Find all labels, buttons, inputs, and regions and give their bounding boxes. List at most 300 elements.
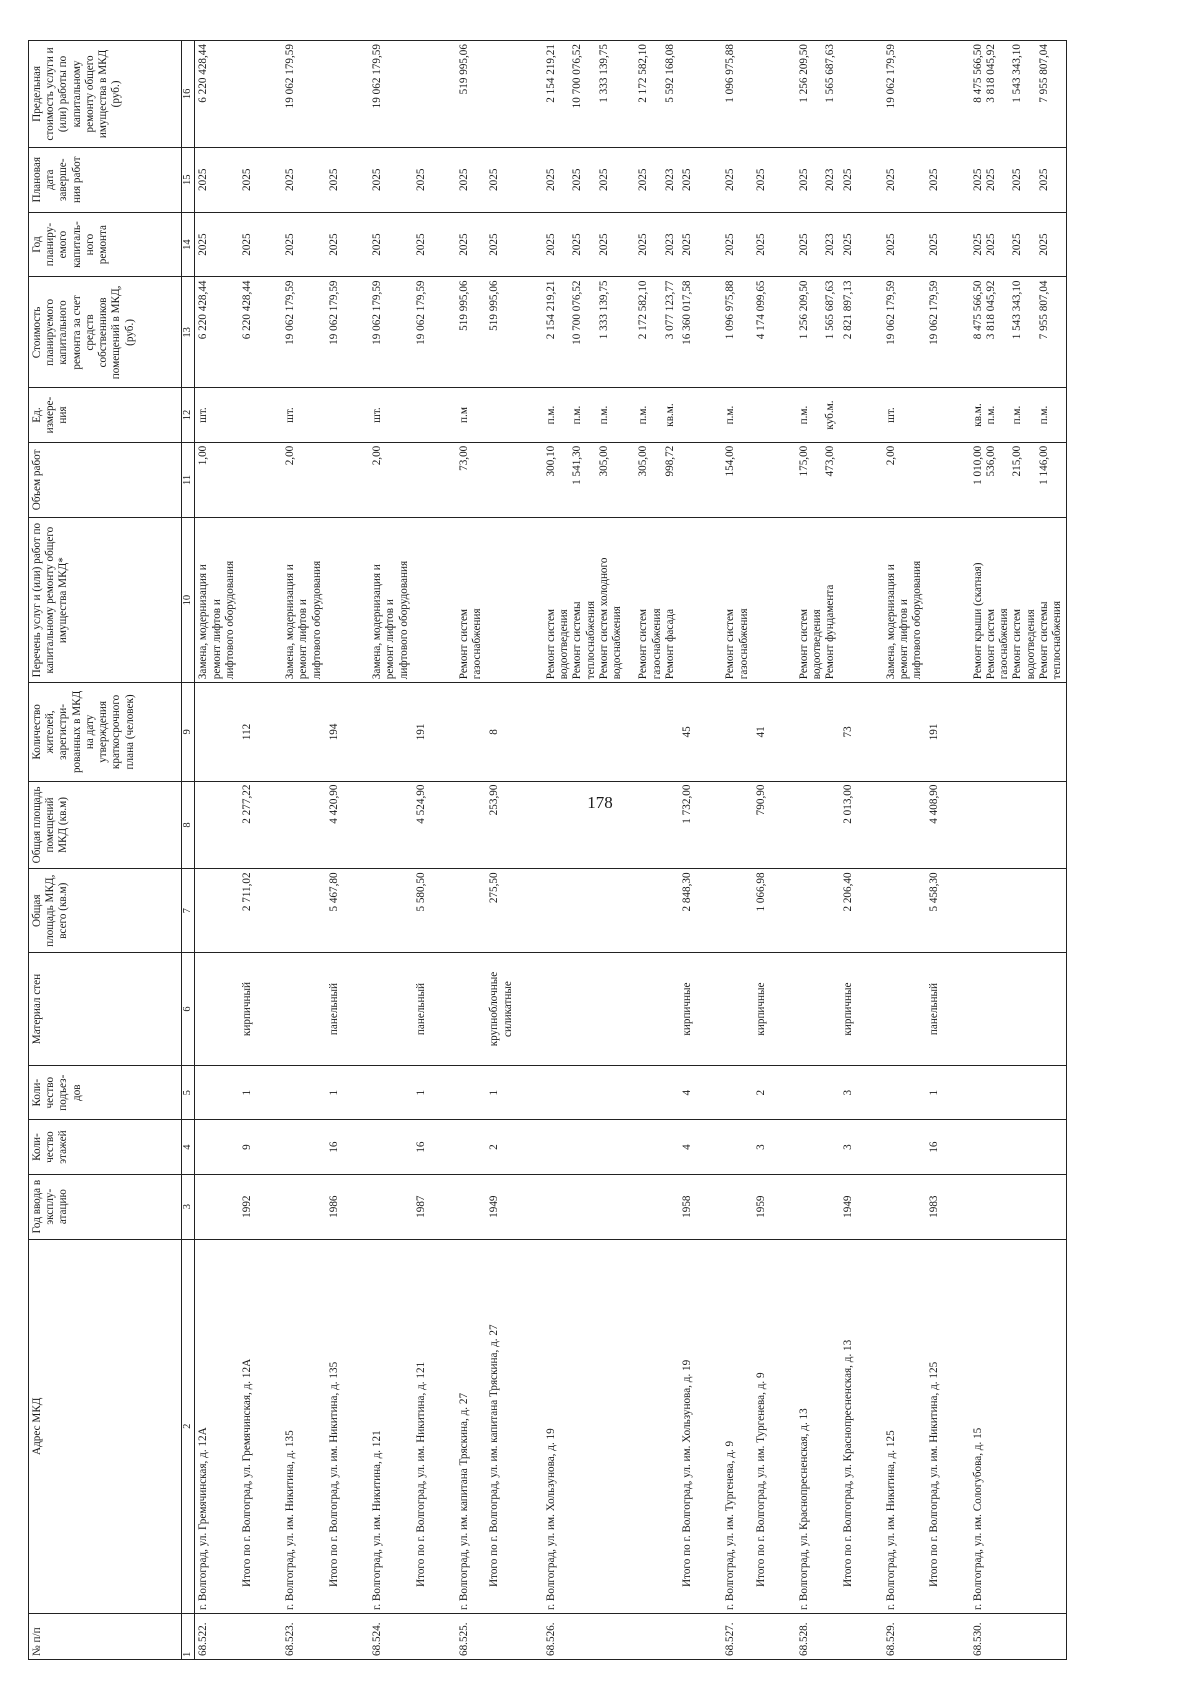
column-number: 15	[182, 147, 195, 212]
header-cell: Ед. измере-ния	[29, 388, 182, 442]
cell-col-7: 1 066,98	[753, 869, 770, 953]
cell-line	[624, 521, 637, 679]
cell-col-6	[722, 953, 752, 1066]
cell-col-10	[282, 518, 326, 683]
cell-line	[585, 391, 598, 438]
cell-col-3: 1986	[326, 1174, 343, 1239]
spacer-cell	[256, 147, 282, 212]
cell-line	[811, 446, 824, 514]
cell-col-9: 8	[486, 683, 516, 781]
spacer-cell	[944, 683, 970, 781]
cell-line: газоснабжения	[737, 608, 750, 680]
cell-col-10	[456, 518, 486, 683]
cell-col-1: 68.527.	[722, 1613, 752, 1659]
header-cell: Предельная стоимость услуги и (или) работы по капитальному ремонту общего имущества в МКД (руб.)	[29, 41, 182, 148]
cell-col-12	[369, 388, 413, 442]
cell-col-8	[369, 781, 413, 869]
cell-col-14	[239, 212, 256, 277]
cell-col-3	[369, 1174, 413, 1239]
cell-col-14	[326, 212, 343, 277]
cell-col-7: 5 467,80	[326, 869, 343, 953]
spacer-cell	[857, 1066, 883, 1120]
cell-line: 2023	[824, 168, 837, 191]
cell-col-2: г. Волгоград, ул. им. Сологубова, д. 15	[970, 1239, 1067, 1613]
cell-line	[651, 280, 664, 384]
cell-col-16	[796, 41, 840, 148]
cell-line	[558, 216, 571, 274]
cell-line	[1051, 446, 1064, 514]
cell-line: 2025	[197, 168, 210, 191]
cell-line: 2025	[984, 233, 997, 256]
cell-col-14	[486, 212, 516, 277]
cell-col-11	[413, 442, 430, 517]
cell-col-12	[413, 388, 430, 442]
cell-line	[1025, 446, 1038, 514]
cell-line: 2025	[488, 233, 501, 256]
cell-line	[1025, 44, 1038, 144]
cell-col-12	[883, 388, 927, 442]
spacer-cell	[343, 869, 369, 953]
table-row	[369, 41, 413, 1660]
spacer-cell	[696, 41, 722, 148]
cell-col-7: 275,50	[486, 869, 516, 953]
cell-col-10	[543, 518, 679, 683]
cell-col-4	[883, 1120, 927, 1174]
header-cell: Год планиру-емого капиталь-ного ремонта	[29, 212, 182, 277]
column-number: 8	[182, 781, 195, 869]
cell-col-12	[456, 388, 486, 442]
cell-col-5: 4	[679, 1066, 696, 1120]
cell-col-3	[456, 1174, 486, 1239]
header-cell: Плановая дата заверше-ния работ	[29, 147, 182, 212]
header-cell: № п/п	[29, 1613, 182, 1659]
cell-line: кв.м.	[971, 403, 984, 427]
spacer-cell	[430, 442, 456, 517]
cell-col-16	[753, 41, 770, 148]
cell-col-11	[486, 442, 516, 517]
cell-line	[624, 44, 637, 144]
column-number-row	[182, 41, 195, 1660]
spacer-cell	[430, 1613, 456, 1659]
cell-col-2: г. Волгоград, ул. Краснопресненская, д. 13	[796, 1239, 840, 1613]
cell-col-15	[486, 147, 516, 212]
row-spacer	[857, 41, 883, 1660]
spacer-cell	[517, 212, 543, 277]
cell-col-10	[753, 518, 770, 683]
cell-col-15	[753, 147, 770, 212]
cell-line	[1025, 280, 1038, 384]
cell-line: 2025	[797, 233, 810, 256]
cell-line: п.м.	[724, 405, 737, 425]
cell-line: водоотведения	[558, 609, 571, 680]
cell-col-5	[543, 1066, 679, 1120]
cell-line	[998, 44, 1011, 144]
spacer-cell	[770, 781, 796, 869]
cell-col-5	[722, 1066, 752, 1120]
cell-col-11	[282, 442, 326, 517]
cell-line	[558, 151, 571, 209]
cell-line: 2 172 582,10	[637, 280, 650, 340]
cell-line: Ремонт крыши (скатная)	[971, 562, 984, 680]
cell-col-2: Итого по г. Волгоград, ул. им. Никитина, д. 125	[926, 1239, 943, 1613]
table-body	[195, 41, 1067, 1660]
cell-line: 1 333 139,75	[597, 280, 610, 340]
cell-col-1	[679, 1613, 696, 1659]
cell-line: 1 096 975,88	[724, 44, 737, 103]
cell-col-8: 4 408,90	[926, 781, 943, 869]
cell-line	[1051, 44, 1064, 144]
cell-col-6: панельный	[326, 953, 343, 1066]
spacer-cell	[696, 388, 722, 442]
cell-col-9	[796, 683, 840, 781]
spacer-cell	[256, 277, 282, 388]
column-number: 1	[182, 1613, 195, 1659]
spacer-cell	[343, 442, 369, 517]
cell-line: теплоснабжения	[1051, 600, 1063, 680]
cell-col-7	[722, 869, 752, 953]
cell-col-16	[282, 41, 326, 148]
cell-col-4: 4	[679, 1120, 696, 1174]
cell-col-6: крупноблочные силикатные	[486, 953, 516, 1066]
cell-col-4: 16	[326, 1120, 343, 1174]
cell-col-15	[369, 147, 413, 212]
cell-line: 2025	[571, 168, 584, 191]
cell-col-7	[456, 869, 486, 953]
cell-line: 2025	[637, 233, 650, 256]
cell-col-13	[926, 277, 943, 388]
cell-line	[611, 391, 624, 438]
cell-col-6	[369, 953, 413, 1066]
cell-line	[1025, 391, 1038, 438]
cell-line: 2025	[971, 168, 984, 191]
cell-col-8: 790,90	[753, 781, 770, 869]
cell-line: водоотведения	[1024, 609, 1037, 680]
cell-col-16	[369, 41, 413, 148]
cell-line	[611, 151, 624, 209]
spacer-cell	[256, 388, 282, 442]
spacer-cell	[430, 1239, 456, 1613]
row-spacer	[256, 41, 282, 1660]
spacer-cell	[696, 683, 722, 781]
cell-line: ремонт лифтов и	[210, 599, 223, 680]
spacer-cell	[770, 518, 796, 683]
spacer-cell	[770, 1239, 796, 1613]
cell-col-5	[796, 1066, 840, 1120]
cell-col-1: 68.525.	[456, 1613, 486, 1659]
cell-col-8	[282, 781, 326, 869]
cell-line: 19 062 179,59	[371, 44, 384, 109]
cell-line: п.м.	[984, 405, 997, 425]
cell-line	[1051, 151, 1064, 209]
spacer-cell	[517, 683, 543, 781]
cell-line: 2025	[841, 168, 854, 191]
table-row	[456, 41, 486, 1660]
cell-line: 3 077 123,77	[663, 280, 676, 340]
cell-line: 2025	[284, 168, 297, 191]
cell-line: 2025	[414, 233, 427, 256]
cell-line: Ремонт систем	[637, 609, 650, 680]
cell-line	[558, 280, 571, 384]
cell-line: 16 360 017,58	[681, 280, 694, 345]
cell-col-11	[840, 442, 857, 517]
cell-col-14	[722, 212, 752, 277]
cell-line	[998, 280, 1011, 384]
cell-col-2: Итого по г. Волгоград, ул. Краснопресненская, д. 13	[840, 1239, 857, 1613]
cell-line: 2023	[663, 168, 676, 191]
cell-col-15	[282, 147, 326, 212]
cell-line: 2025	[197, 233, 210, 256]
cell-line: 6 220 428,44	[241, 280, 254, 340]
cell-col-13	[722, 277, 752, 388]
cell-col-8: 2 277,22	[239, 781, 256, 869]
cell-col-5	[195, 1066, 239, 1120]
cell-line: 5 592 168,08	[663, 44, 676, 103]
header-cell: Стоимость планируемого капитального ремонта за счет средств собственников помещений в МКД, (руб.)	[29, 277, 182, 388]
spacer-cell	[770, 1174, 796, 1239]
header-cell: Материал стен	[29, 953, 182, 1066]
cell-col-11	[883, 442, 927, 517]
cell-col-16	[486, 41, 516, 148]
cell-col-7	[195, 869, 239, 953]
spacer-cell	[857, 683, 883, 781]
spacer-cell	[343, 277, 369, 388]
spacer-cell	[256, 518, 282, 683]
cell-col-2: г. Волгоград, ул. им. Никитина, д. 135	[282, 1239, 326, 1613]
cell-col-1	[753, 1613, 770, 1659]
cell-col-7: 2 711,02	[239, 869, 256, 953]
cell-line	[624, 280, 637, 384]
cell-col-5: 1	[486, 1066, 516, 1120]
cell-line: 2025	[458, 233, 470, 256]
cell-line: 2025	[488, 168, 501, 191]
spacer-cell	[256, 1174, 282, 1239]
cell-line	[651, 216, 664, 274]
cell-col-6: кирпичный	[239, 953, 256, 1066]
cell-col-15	[239, 147, 256, 212]
cell-col-13	[326, 277, 343, 388]
cell-col-8: 1 732,00	[679, 781, 696, 869]
spacer-cell	[696, 1174, 722, 1239]
cell-col-14	[543, 212, 679, 277]
cell-col-2: Итого по г. Волгоград, ул. Гремячинская, д. 12А	[239, 1239, 256, 1613]
spacer-cell	[343, 147, 369, 212]
cell-col-14	[970, 212, 1067, 277]
cell-line: 305,00	[637, 445, 650, 477]
cell-line: 1 543 343,10	[1011, 44, 1024, 103]
cell-line: 2025	[371, 233, 384, 256]
column-number: 5	[182, 1066, 195, 1120]
cell-col-5	[883, 1066, 927, 1120]
spacer-cell	[430, 41, 456, 148]
cell-line: 1 543 343,10	[1011, 280, 1024, 340]
cell-line	[998, 446, 1011, 514]
cell-col-12	[486, 388, 516, 442]
cell-col-4	[796, 1120, 840, 1174]
cell-line: 19 062 179,59	[884, 44, 897, 109]
cell-line: 4 174 099,65	[754, 280, 767, 340]
cell-line: водоотведения	[811, 609, 824, 680]
cell-col-5	[970, 1066, 1067, 1120]
spacer-cell	[343, 1066, 369, 1120]
spacer-cell	[857, 781, 883, 869]
cell-col-16	[970, 41, 1067, 148]
spacer-cell	[857, 518, 883, 683]
spacer-cell	[343, 1239, 369, 1613]
cell-col-11	[722, 442, 752, 517]
cell-line: 2025	[327, 233, 340, 256]
cell-line: ремонт лифтов и	[898, 599, 911, 680]
spacer-cell	[256, 442, 282, 517]
spacer-cell	[944, 1120, 970, 1174]
cell-line	[585, 44, 598, 144]
spacer-cell	[696, 442, 722, 517]
cell-line	[811, 280, 824, 384]
cell-col-15	[679, 147, 696, 212]
spacer-cell	[696, 147, 722, 212]
cell-line: 2025	[597, 233, 610, 256]
cell-col-5: 1	[239, 1066, 256, 1120]
cell-line: 2025	[754, 168, 767, 191]
cell-col-8	[970, 781, 1067, 869]
cell-col-4: 3	[753, 1120, 770, 1174]
cell-col-1: 68.524.	[369, 1613, 413, 1659]
column-number: 10	[182, 518, 195, 683]
spacer-cell	[944, 388, 970, 442]
spacer-cell	[770, 1613, 796, 1659]
cell-line	[611, 280, 624, 384]
cell-line: 3 818 045,92	[984, 280, 997, 340]
cell-line: Замена, модернизация и	[284, 564, 297, 680]
cell-line: теплоснабжения	[584, 600, 597, 680]
spacer-cell	[770, 277, 796, 388]
cell-col-13	[679, 277, 696, 388]
cell-col-11	[753, 442, 770, 517]
cell-col-3: 1983	[926, 1174, 943, 1239]
cell-col-2: г. Волгоград, ул. им. Тургенева, д. 9	[722, 1239, 752, 1613]
spacer-cell	[430, 781, 456, 869]
cell-col-12	[722, 388, 752, 442]
spacer-cell	[430, 212, 456, 277]
cell-line: 998,72	[663, 445, 676, 477]
cell-col-16	[413, 41, 430, 148]
cell-line: 536,00	[984, 445, 997, 477]
cell-line: 2025	[414, 168, 427, 191]
spacer-cell	[857, 388, 883, 442]
cell-col-15	[543, 147, 679, 212]
cell-line	[811, 391, 824, 438]
cell-col-14	[195, 212, 239, 277]
cell-col-7: 2 206,40	[840, 869, 857, 953]
table-row	[796, 41, 840, 1660]
cell-line: шт.	[371, 407, 384, 423]
cell-col-16	[840, 41, 857, 148]
spacer-cell	[944, 442, 970, 517]
header-cell: Год ввода в эксплу-атацию	[29, 1174, 182, 1239]
cell-col-13	[456, 277, 486, 388]
cell-line: шт.	[284, 407, 297, 423]
cell-line: Ремонт систем	[797, 609, 810, 680]
spacer-cell	[430, 1066, 456, 1120]
cell-line: 1 096 975,88	[724, 280, 737, 340]
cell-line: 19 062 179,59	[284, 280, 297, 345]
spacer-cell	[944, 953, 970, 1066]
cell-col-14	[369, 212, 413, 277]
cell-col-15	[883, 147, 927, 212]
cell-col-11	[195, 442, 239, 517]
cell-line: 2025	[284, 233, 297, 256]
cell-col-16	[722, 41, 752, 148]
cell-col-11	[543, 442, 679, 517]
cell-line	[611, 216, 624, 274]
cell-col-3: 1992	[239, 1174, 256, 1239]
cell-col-13	[239, 277, 256, 388]
cell-line: 2023	[663, 233, 676, 256]
cell-col-13	[840, 277, 857, 388]
cell-line: 1 333 139,75	[597, 44, 610, 103]
cell-line: Ремонт систем	[984, 609, 997, 680]
cell-line: п.м	[458, 407, 470, 423]
row-spacer	[430, 41, 456, 1660]
spacer-cell	[857, 1239, 883, 1613]
cell-col-9	[722, 683, 752, 781]
column-number: 2	[182, 1239, 195, 1613]
spacer-cell	[343, 683, 369, 781]
cell-line	[811, 216, 824, 274]
cell-col-10	[326, 518, 343, 683]
spacer-cell	[517, 1239, 543, 1613]
cell-line: 1 146,00	[1037, 445, 1050, 485]
spacer-cell	[857, 1120, 883, 1174]
cell-line: 2025	[797, 168, 810, 191]
cell-line: 2025	[1011, 168, 1024, 191]
cell-col-2: Итого по г. Волгоград, ул. им. Никитина, д. 135	[326, 1239, 343, 1613]
cell-col-6	[282, 953, 326, 1066]
cell-line: 2025	[327, 168, 340, 191]
cell-col-15	[413, 147, 430, 212]
cell-col-2: г. Волгоград, ул. Гремячинская, д. 12А	[195, 1239, 239, 1613]
cell-line: 19 062 179,59	[327, 280, 340, 345]
cell-col-6: панельный	[926, 953, 943, 1066]
cell-line: 2025	[241, 168, 254, 191]
cell-col-5: 1	[926, 1066, 943, 1120]
cell-line: 2 154 219,21	[544, 44, 557, 103]
spacer-cell	[256, 1066, 282, 1120]
cell-line: 19 062 179,59	[884, 280, 897, 345]
cell-col-7	[796, 869, 840, 953]
cell-line: 1 541,30	[571, 445, 584, 485]
cell-line: 2025	[1037, 233, 1050, 256]
cell-col-14	[753, 212, 770, 277]
cell-col-10	[413, 518, 430, 683]
cell-line: Ремонт системы	[571, 601, 584, 680]
cell-line	[651, 391, 664, 438]
cell-col-14	[796, 212, 840, 277]
cell-line	[611, 446, 624, 514]
cell-line: 19 062 179,59	[928, 280, 941, 345]
header-cell: Коли-чество этажей	[29, 1120, 182, 1174]
spacer-cell	[944, 1174, 970, 1239]
cell-col-11	[796, 442, 840, 517]
table-row	[195, 41, 239, 1660]
spacer-cell	[696, 953, 722, 1066]
header-row	[29, 41, 182, 1660]
cell-col-1: 68.528.	[796, 1613, 840, 1659]
cell-line: 2025	[971, 233, 984, 256]
spacer-cell	[944, 41, 970, 148]
cell-line: 10 700 076,52	[571, 44, 584, 109]
cell-line	[585, 216, 598, 274]
cell-col-9: 191	[413, 683, 430, 781]
